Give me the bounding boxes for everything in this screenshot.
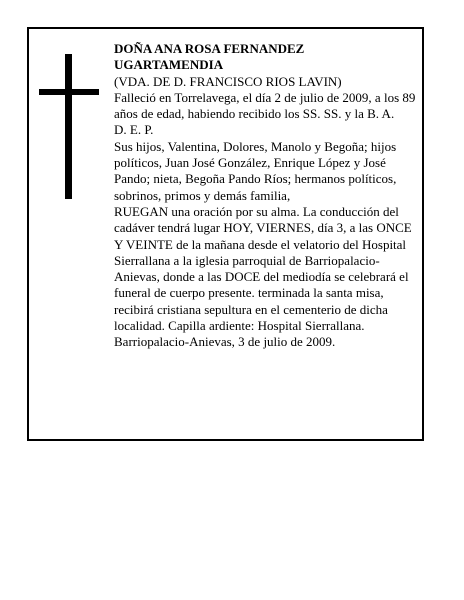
rip-line: D. E. P. (114, 122, 154, 138)
widow-of-line: (VDA. DE D. FRANCISCO RIOS LAVIN) (114, 73, 342, 89)
notice-text (114, 41, 416, 351)
death-info: Falleció en Torrelavega, el día 2 de julio de 2009, a los 89 años de edad, habiendo recibido los SS. SS. y la B. A. (114, 89, 416, 122)
funeral-details: RUEGAN una oración por su alma. La conducción del cadáver tendrá lugar HOY, VIERNES, día 3, a las ONCE Y VEINTE de la mañana desde el velatorio del Hospital Sierrallana a la iglesia parroquial de Barriopalacio- Anievas, donde a las DOCE del mediodía se celebrará el funeral de cuerpo presente. terminada la santa misa, recibirá cristiana sepultura en el cementerio de dicha localidad. Capilla ardiente: Hospital Sierrallana. (114, 203, 412, 334)
family-list: Sus hijos, Valentina, Dolores, Manolo y Begoña; hijos políticos, Juan José González, Enrique López y José Pando; nieta, Begoña Pando Ríos; hermanos políticos, sobrinos, primos y demás familia, (114, 138, 397, 203)
cross-horizontal-bar (39, 89, 99, 95)
deceased-name: DOÑA ANA ROSA FERNANDEZ UGARTAMENDIA (114, 41, 305, 73)
cross-vertical-bar (65, 54, 72, 199)
place-date: Barriopalacio-Anievas, 3 de julio de 2009. (114, 334, 336, 350)
obituary-notice (27, 27, 424, 441)
cross-icon (39, 54, 99, 199)
